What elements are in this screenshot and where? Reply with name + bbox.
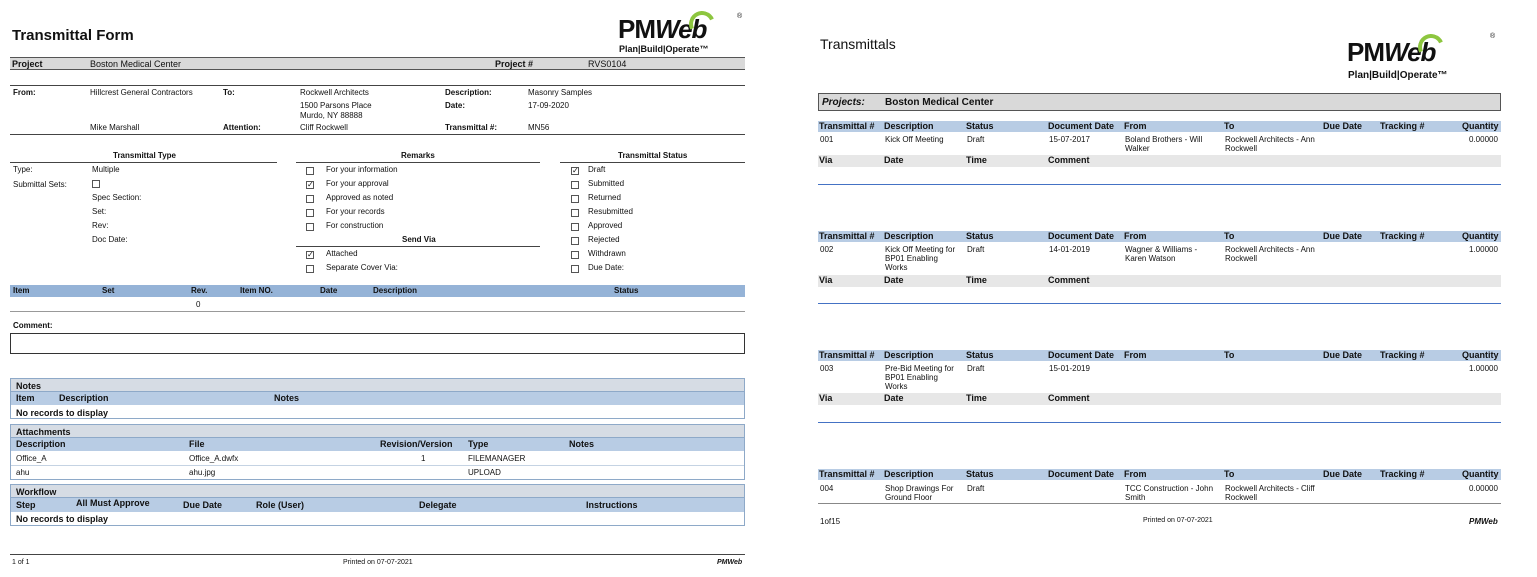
send-via-heading: Send Via [402, 235, 436, 244]
column-header: Status [966, 350, 994, 360]
to-address-line-2: Murdo, NY 88888 [300, 111, 363, 120]
column-header: Transmittal # [819, 121, 875, 131]
projects-label: Projects: [822, 97, 865, 108]
description-label: Description: [445, 88, 492, 97]
column-header: Tracking # [1380, 231, 1425, 241]
status-label: Submitted [588, 179, 625, 188]
column-header: Quantity [1462, 469, 1499, 479]
project-label: Project [12, 59, 43, 69]
record-from: Smith [1125, 493, 1146, 502]
column-header: Quantity [1462, 350, 1499, 360]
remark-label: For your information [326, 165, 398, 174]
column-header: Notes [569, 439, 595, 449]
record-to: Rockwell [1225, 144, 1258, 153]
record-description: Shop Drawings For [885, 484, 954, 493]
attachment-revision: 1 [421, 454, 426, 463]
remarks-heading: Remarks [401, 151, 435, 160]
send-via-label: Separate Cover Via: [326, 263, 398, 272]
transmittal-number-value: MN56 [528, 123, 550, 132]
remark-label: For your records [326, 207, 385, 216]
transmittal-number-label: Transmittal #: [445, 123, 498, 132]
attention-value: Cliff Rockwell [300, 123, 348, 132]
record-description: Ground Floor [885, 493, 933, 502]
attachments-column-headers [11, 438, 744, 451]
column-header: Status [614, 286, 639, 295]
type-label: Type: [13, 165, 33, 174]
remark-label: Approved as noted [326, 193, 394, 202]
page-number: 1of15 [820, 517, 841, 526]
column-header: All Must Approve [76, 498, 150, 508]
record-to: Rockwell Architects - Cliff [1225, 484, 1315, 493]
column-header: Description [884, 469, 934, 479]
column-header: Date [884, 155, 904, 165]
column-header: Comment [1048, 155, 1090, 165]
record-sub-headers [818, 275, 1501, 287]
column-header: Description [884, 121, 934, 131]
status-checkbox[interactable] [571, 237, 579, 245]
status-label: Withdrawn [588, 249, 626, 258]
column-header: Document Date [1048, 469, 1115, 479]
status-checkbox[interactable] [571, 195, 579, 203]
column-header: Set [102, 286, 115, 295]
report-title: Transmittals [820, 36, 896, 52]
record-column-headers [818, 121, 1501, 132]
remark-label: For your approval [326, 179, 389, 188]
record-description: Kick Off Meeting [885, 135, 944, 144]
status-label: Approved [588, 221, 623, 230]
send-via-label: Attached [326, 249, 358, 258]
record-status: Draft [967, 135, 985, 144]
record-description: Works [885, 382, 908, 391]
status-checkbox[interactable] [571, 181, 579, 189]
column-header: Notes [274, 393, 300, 403]
logo-tagline: Plan|Build|Operate™ [619, 44, 709, 54]
workflow-heading: Workflow [11, 485, 744, 498]
from-value: Hillcrest General Contractors [90, 88, 193, 97]
rev-label: Rev: [92, 221, 109, 230]
registered-mark-icon: ® [1490, 33, 1496, 40]
project-number-value: RVS0104 [588, 59, 627, 69]
column-header: Quantity [1462, 121, 1499, 131]
projects-band [818, 93, 1501, 111]
column-header: To [1224, 121, 1235, 131]
attachment-type: UPLOAD [468, 468, 501, 477]
record-sub-headers [818, 393, 1501, 405]
table-row[interactable] [11, 453, 744, 466]
column-header: File [189, 439, 205, 449]
attachment-description: ahu [16, 468, 30, 477]
status-label: Rejected [588, 235, 620, 244]
column-header: Description [16, 439, 66, 449]
from-person: Mike Marshall [90, 123, 140, 132]
project-number-label: Project # [495, 59, 534, 69]
record-column-headers [818, 231, 1501, 242]
status-label: Resubmitted [588, 207, 633, 216]
record-number: 004 [820, 484, 834, 493]
column-header: Due Date [1323, 231, 1363, 241]
rev-value: 0 [196, 300, 201, 309]
record-description: Pre-Bid Meeting for [885, 364, 954, 373]
footer-brand: PMWeb [1469, 517, 1498, 526]
column-header: Via [819, 155, 833, 165]
transmittal-status-heading: Transmittal Status [618, 151, 688, 160]
column-header: Document Date [1048, 231, 1115, 241]
comment-box[interactable] [10, 333, 745, 354]
attachments-panel [10, 424, 745, 480]
logo-wordmark: PMWeb [618, 14, 707, 44]
send-via-checkbox[interactable]: ✓ [307, 250, 314, 259]
column-header: From [1124, 121, 1147, 131]
column-header: Quantity [1462, 231, 1499, 241]
column-header: To [1224, 231, 1235, 241]
form-title: Transmittal Form [12, 27, 134, 44]
items-table-header [10, 285, 745, 297]
record-from: Boland Brothers - Will [1125, 135, 1203, 144]
column-header: Description [373, 286, 418, 295]
attachment-file[interactable]: Office_A.dwfx [189, 454, 239, 463]
column-header: Due Date [1323, 350, 1363, 360]
page-number: 1 of 1 [12, 559, 30, 566]
column-header: Description [59, 393, 109, 403]
attachment-type: FILEMANAGER [468, 454, 526, 463]
workflow-empty-message: No records to display [16, 514, 109, 524]
column-header: Due Date [1323, 121, 1363, 131]
attention-label: Attention: [223, 123, 261, 132]
record-quantity: 1.00000 [1469, 364, 1498, 373]
notes-column-headers [11, 392, 744, 405]
doc-date-label: Doc Date: [92, 235, 128, 244]
column-header: Role (User) [256, 500, 305, 510]
workflow-panel [10, 484, 745, 526]
column-header: Item [16, 393, 35, 403]
notes-empty-message: No records to display [16, 408, 109, 418]
record-number: 001 [820, 135, 834, 144]
notes-panel [10, 378, 745, 419]
project-value: Boston Medical Center [90, 59, 182, 69]
column-header: Status [966, 121, 994, 131]
column-header: From [1124, 350, 1147, 360]
remark-label: For construction [326, 221, 384, 230]
column-header: Transmittal # [819, 469, 875, 479]
record-status: Draft [967, 484, 985, 493]
record-number: 002 [820, 245, 834, 254]
transmittal-type-heading: Transmittal Type [113, 151, 176, 160]
table-row[interactable] [11, 467, 744, 480]
record-from: Karen Watson [1125, 254, 1176, 263]
column-header: Document Date [1048, 121, 1115, 131]
record-column-headers [818, 350, 1501, 361]
to-address-line-1: 1500 Parsons Place [300, 101, 372, 110]
remark-checkbox[interactable] [306, 167, 314, 175]
submittal-sets-checkbox[interactable] [92, 180, 100, 188]
projects-value: Boston Medical Center [885, 97, 994, 108]
record-to: Rockwell Architects - Ann [1225, 135, 1315, 144]
record-from: Walker [1125, 144, 1150, 153]
registered-mark-icon: ® [737, 13, 743, 20]
column-header: Type [468, 439, 489, 449]
project-band [10, 57, 745, 70]
submittal-sets-label: Submittal Sets: [13, 180, 67, 189]
record-from: TCC Construction - John [1125, 484, 1214, 493]
remark-checkbox[interactable] [306, 209, 314, 217]
column-header: Date [884, 393, 904, 403]
column-header: Tracking # [1380, 121, 1425, 131]
printed-date: Printed on 07-07-2021 [343, 559, 413, 566]
record-quantity: 0.00000 [1469, 484, 1498, 493]
to-value: Rockwell Architects [300, 88, 369, 97]
column-header: Date [884, 275, 904, 285]
record-from: Wagner & Williams - [1125, 245, 1198, 254]
column-header: Description [884, 231, 934, 241]
remark-checkbox[interactable]: ✓ [307, 180, 314, 189]
column-header: Due Date [183, 500, 223, 510]
status-checkbox[interactable] [571, 223, 579, 231]
remark-checkbox[interactable] [306, 223, 314, 231]
column-header: Comment [1048, 275, 1090, 285]
column-header: Status [966, 469, 994, 479]
status-label: Due Date: [588, 263, 625, 272]
date-value: 17-09-2020 [528, 101, 569, 110]
comment-label: Comment: [13, 321, 53, 330]
column-header: Instructions [586, 500, 638, 510]
column-header: Transmittal # [819, 350, 875, 360]
notes-heading: Notes [11, 379, 744, 392]
attachments-heading: Attachments [11, 425, 744, 438]
logo-wordmark: PMWeb [1347, 37, 1436, 67]
status-label: Draft [588, 165, 606, 174]
record-status: Draft [967, 364, 985, 373]
record-quantity: 1.00000 [1469, 245, 1498, 254]
column-header: Delegate [419, 500, 457, 510]
column-header: To [1224, 469, 1235, 479]
status-checkbox[interactable]: ✓ [572, 166, 579, 175]
to-label: To: [223, 88, 235, 97]
date-label: Date: [445, 101, 466, 110]
record-to: Rockwell [1225, 493, 1258, 502]
send-via-checkbox[interactable] [306, 265, 314, 273]
record-document-date: 15-07-2017 [1049, 135, 1090, 144]
record-to: Rockwell Architects - Ann [1225, 245, 1315, 254]
status-checkbox[interactable] [571, 209, 579, 217]
column-header: Time [966, 155, 987, 165]
workflow-column-headers [11, 498, 744, 512]
record-description: BP01 Enabling [885, 373, 938, 382]
record-to: Rockwell [1225, 254, 1258, 263]
column-header: Time [966, 275, 987, 285]
set-label: Set: [92, 207, 107, 216]
column-header: Date [320, 286, 338, 295]
status-label: Returned [588, 193, 621, 202]
column-header: Item NO. [240, 286, 273, 295]
column-header: Due Date [1323, 469, 1363, 479]
column-header: Via [819, 393, 833, 403]
column-header: Transmittal # [819, 231, 875, 241]
printed-date: Printed on 07-07-2021 [1143, 517, 1213, 524]
record-status: Draft [967, 245, 985, 254]
record-document-date: 15-01-2019 [1049, 364, 1090, 373]
column-header: Step [16, 500, 36, 510]
column-header: Revision/Version [380, 439, 453, 449]
column-header: Item [13, 286, 30, 295]
column-header: From [1124, 231, 1147, 241]
record-sub-headers [818, 155, 1501, 167]
logo-tagline: Plan|Build|Operate™ [1348, 70, 1448, 81]
column-header: From [1124, 469, 1147, 479]
column-header: Time [966, 393, 987, 403]
record-number: 003 [820, 364, 834, 373]
status-checkbox[interactable] [571, 265, 579, 273]
column-header: Rev. [191, 286, 208, 295]
from-label: From: [13, 88, 36, 97]
record-document-date: 14-01-2019 [1049, 245, 1090, 254]
column-header: Comment [1048, 393, 1090, 403]
record-description: Works [885, 263, 908, 272]
record-description: Kick Off Meeting for [885, 245, 956, 254]
footer-brand: PMWeb [717, 559, 743, 566]
remark-checkbox[interactable] [306, 195, 314, 203]
column-header: Tracking # [1380, 350, 1425, 360]
record-description: BP01 Enabling [885, 254, 938, 263]
attachment-description: Office_A [16, 454, 47, 463]
record-column-headers [818, 469, 1501, 480]
column-header: Description [884, 350, 934, 360]
attachment-file[interactable]: ahu.jpg [189, 468, 216, 477]
column-header: To [1224, 350, 1235, 360]
spec-section-label: Spec Section: [92, 193, 142, 202]
description-value: Masonry Samples [528, 88, 593, 97]
column-header: Via [819, 275, 833, 285]
record-quantity: 0.00000 [1469, 135, 1498, 144]
status-checkbox[interactable] [571, 251, 579, 259]
column-header: Document Date [1048, 350, 1115, 360]
column-header: Status [966, 231, 994, 241]
type-value: Multiple [92, 165, 120, 174]
column-header: Tracking # [1380, 469, 1425, 479]
